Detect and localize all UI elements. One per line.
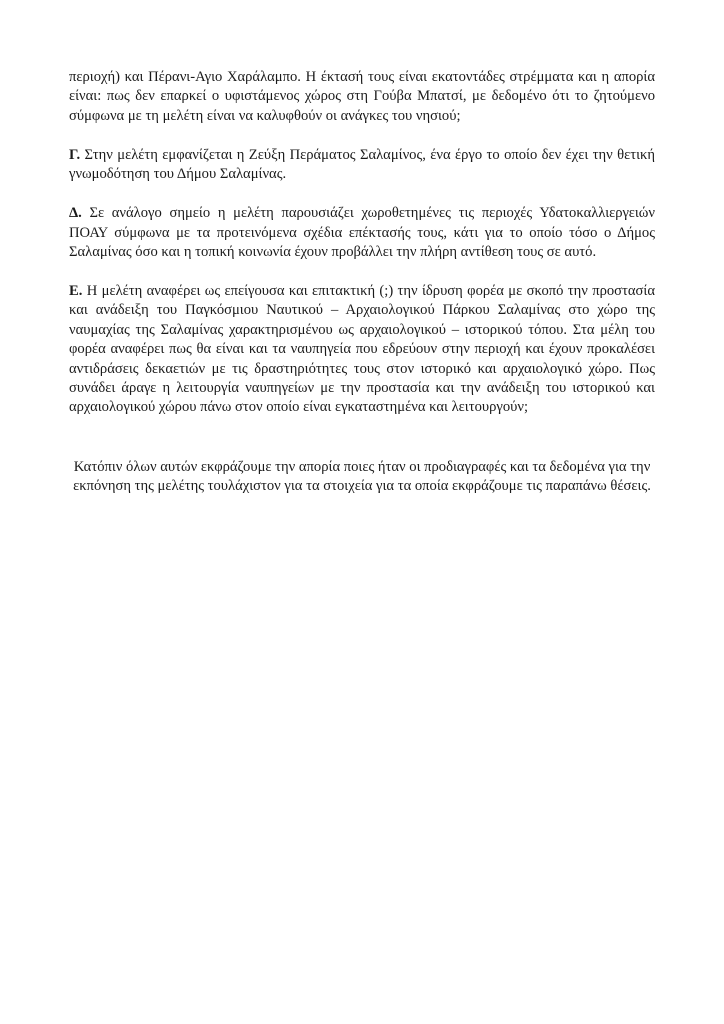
paragraph-gamma — [69, 146, 655, 185]
paragraph-marker: Ε. — [69, 283, 83, 300]
paragraph-text: Η μελέτη αναφέρει ως επείγουσα και επιτακτική (;) την ίδρυση φορέα με σκοπό την προστασία και ανάδειξη του Παγκόσμιου Ναυτικού – Αρχαιολογικού Πάρκου Σαλαμίνας στο χώρο της ναυμαχίας της Σαλαμίνας χαρακτηρισμένου ως αρχαιολογικού – ιστορικού τόπου. Στα μέλη του φορέα αναφέρει πως θα είναι και τα ναυπηγεία που εδρεύουν στην περιοχή και έχουν προκαλέσει αντιδράσεις δεκαετιών με τις δραστηριότητες τους στον ιστορικό και αρχαιολογικό χώρο. Πως συνάδει άραγε η λειτουργία ναυπηγείων με την προστασία και την ανάδειξη του ιστορικού και αρχαιολογικού χώρου πάνω στον οποίο είναι εγκαταστημένα και λειτουργούν; — [69, 283, 655, 416]
paragraph-epsilon — [69, 282, 655, 418]
paragraph-marker: Γ. — [69, 146, 81, 163]
paragraph-delta — [69, 204, 655, 262]
closing-paragraph: Κατόπιν όλων αυτών εκφράζουμε την απορία ποιες ήταν οι προδιαγραφές και τα δεδομένα για την εκπόνηση της μελέτης τουλάχιστον για τα στοιχεία για τα οποία εκφράζουμε τις παραπάνω θέσεις. — [73, 458, 651, 495]
document-body — [69, 68, 655, 511]
paragraph-text: περιοχή) και Πέρανι-Αγιο Χαράλαμπο. Η έκτασή τους είναι εκατοντάδες στρέμματα και η απορία είναι: πως δεν επαρκεί ο υφιστάμενος χώρος στη Γούβα Μπατσί, με δεδομένο ότι το ζητούμενο σύμφωνα με τη μελέτη είναι να καλυφθούν οι ανάγκες του νησιού; — [69, 69, 655, 124]
paragraph-continuation — [69, 68, 655, 126]
paragraph-text: Σε ανάλογο σημείο η μελέτη παρουσιάζει χωροθετημένες τις περιοχές Υδατοκαλλιεργειών ΠΟΑΥ σύμφωνα με τα προτεινόμενα σχέδια επέκτασής τους, κάτι για το οποίο τόσο ο Δήμος Σαλαμίνας όσο και η τοπική κοινωνία έχουν προβάλλει την πλήρη αντίθεση τους σε αυτό. — [69, 205, 655, 261]
paragraph-marker: Δ. — [69, 205, 82, 222]
paragraph-text: Στην μελέτη εμφανίζεται η Ζεύξη Περάματος Σαλαμίνος, ένα έργο το οποίο δεν έχει την θετική γνωμοδότηση του Δήμου Σαλαμίνας. — [69, 146, 655, 183]
